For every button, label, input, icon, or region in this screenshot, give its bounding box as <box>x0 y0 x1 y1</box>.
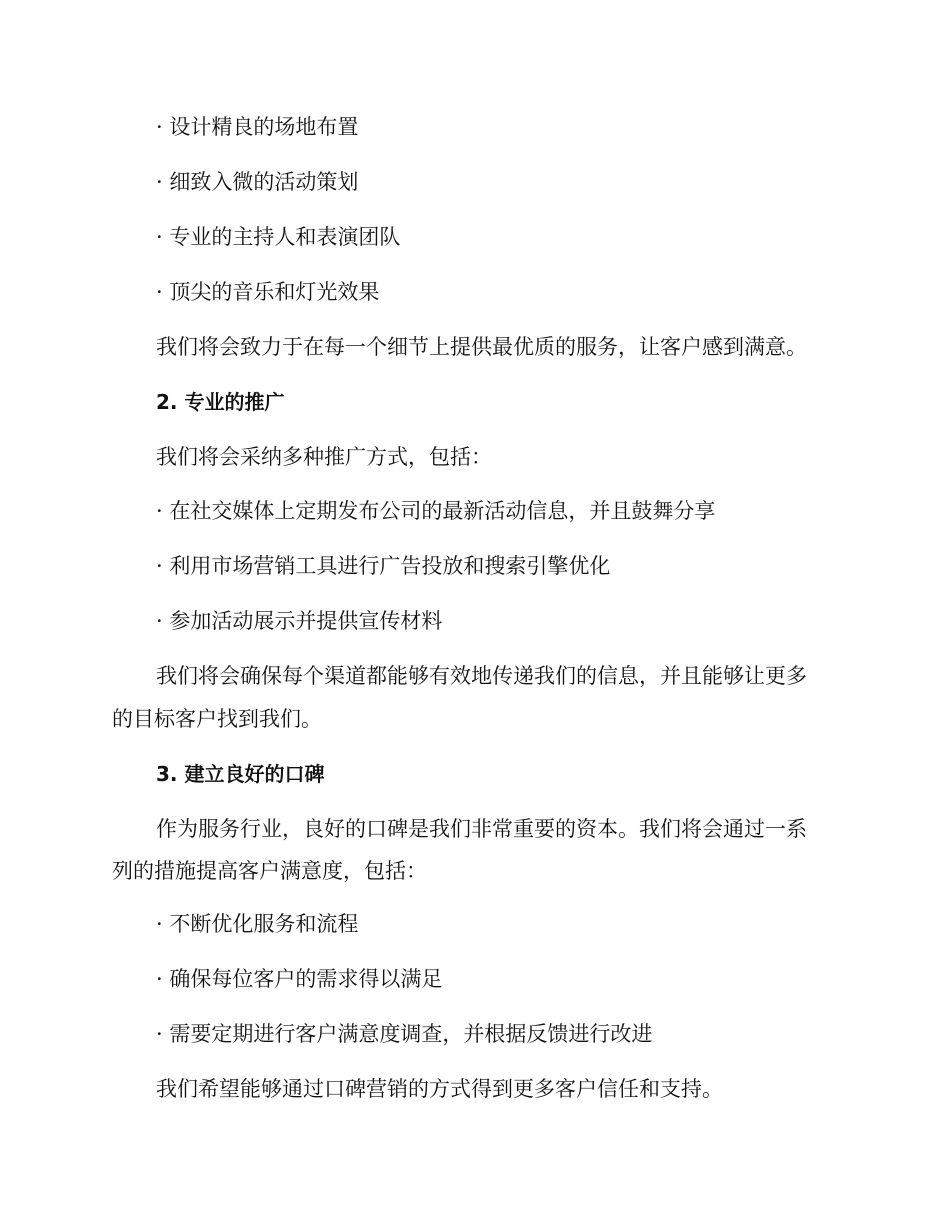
bullet-item: · 需要定期进行客户满意度调查，并根据反馈进行改进 <box>156 1022 653 1046</box>
paragraph: 作为服务行业，良好的口碑是我们非常重要的资本。我们将会通过一系 <box>156 817 807 841</box>
bullet-item: · 细致入微的活动策划 <box>156 170 359 194</box>
paragraph-continuation: 的目标客户找到我们。 <box>112 707 322 731</box>
bullet-item: · 专业的主持人和表演团队 <box>156 225 401 249</box>
section-heading: 3. 建立良好的口碑 <box>156 762 325 786</box>
paragraph: 我们希望能够通过口碑营销的方式得到更多客户信任和支持。 <box>156 1077 723 1101</box>
bullet-item: · 不断优化服务和流程 <box>156 912 359 936</box>
bullet-item: · 顶尖的音乐和灯光效果 <box>156 280 380 304</box>
paragraph-continuation: 列的措施提高客户满意度，包括： <box>112 859 427 883</box>
bullet-item: · 设计精良的场地布置 <box>156 115 359 139</box>
bullet-item: · 利用市场营销工具进行广告投放和搜索引擎优化 <box>156 554 611 578</box>
section-heading: 2. 专业的推广 <box>156 390 285 414</box>
paragraph: 我们将会确保每个渠道都能够有效地传递我们的信息，并且能够让更多 <box>156 664 807 688</box>
bullet-item: · 参加活动展示并提供宣传材料 <box>156 609 443 633</box>
bullet-item: · 确保每位客户的需求得以满足 <box>156 967 443 991</box>
paragraph: 我们将会采纳多种推广方式，包括： <box>156 445 492 469</box>
paragraph: 我们将会致力于在每一个细节上提供最优质的服务，让客户感到满意。 <box>156 335 807 359</box>
bullet-item: · 在社交媒体上定期发布公司的最新活动信息，并且鼓舞分享 <box>156 499 716 523</box>
